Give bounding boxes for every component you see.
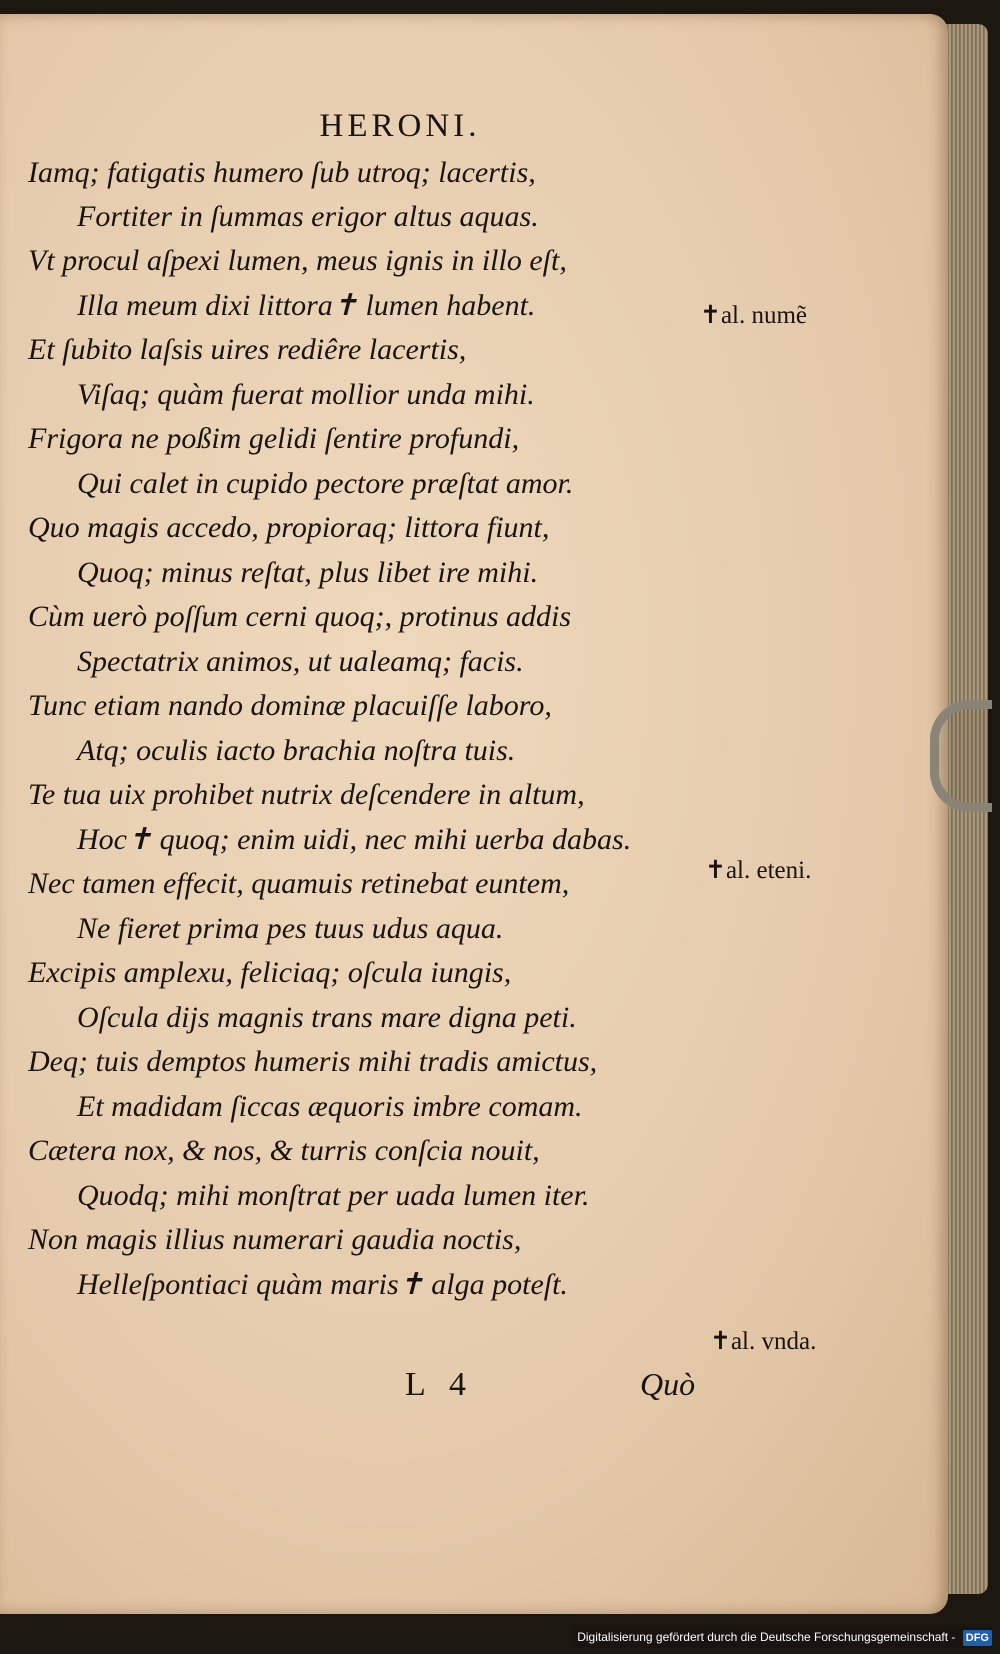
- margin-note-2: ✝al. eteni.: [705, 857, 812, 884]
- verse-line-21: Deq; tuis demptos humeris mihi tradis amictus,: [28, 1045, 598, 1078]
- verse-line-2: Fortiter in ſummas erigor altus aquas.: [77, 200, 539, 233]
- verse-line-18: Ne fieret prima pes tuus udus aqua.: [77, 912, 504, 945]
- credit-text: Digitalisierung gefördert durch die Deutsche Forschungsgemeinschaft -: [577, 1630, 956, 1644]
- dfg-logo: DFG: [963, 1630, 992, 1646]
- verse-line-17: Nec tamen effecit, quamuis retinebat euntem,: [28, 867, 570, 900]
- verse-line-24: Quodq; mihi monſtrat per uada lumen iter.: [77, 1179, 590, 1212]
- verse-line-5: Et ſubito laſsis uires rediêre lacertis,: [28, 333, 467, 366]
- book-clasp: [930, 700, 992, 812]
- verse-line-3: Vt procul aſpexi lumen, meus ignis in illo eſt,: [28, 244, 567, 277]
- verse-line-4: Illa meum dixi littora✝ lumen habent.: [77, 289, 536, 322]
- verse-line-8: Qui calet in cupido pectore præſtat amor.: [77, 467, 574, 500]
- signature-mark: L 4: [405, 1366, 475, 1403]
- verse-line-11: Cùm uerò poſſum cerni quoq;, protinus addis: [28, 600, 572, 633]
- verse-line-12: Spectatrix animos, ut ualeamq; facis.: [77, 645, 524, 678]
- verse-line-6: Viſaq; quàm fuerat mollior unda mihi.: [77, 378, 535, 411]
- verse-line-13: Tunc etiam nando dominæ placuiſſe laboro,: [28, 689, 552, 722]
- verse-line-10: Quoq; minus reſtat, plus libet ire mihi.: [77, 556, 539, 589]
- verse-line-26: Helleſpontiaci quàm maris✝ alga poteſt.: [77, 1268, 568, 1301]
- verse-line-16: Hoc✝ quoq; enim uidi, nec mihi uerba dabas.: [77, 823, 632, 856]
- verse-line-9: Quo magis accedo, propioraq; littora fiunt,: [28, 511, 550, 544]
- digitization-credit: [571, 1626, 992, 1648]
- running-title: HERONI.: [319, 108, 481, 144]
- verse-line-7: Frigora ne poßim gelidi ſentire profundi,: [28, 422, 520, 455]
- verse-line-23: Cætera nox, & nos, & turris conſcia nouit,: [28, 1134, 540, 1167]
- verse-line-20: Oſcula dijs magnis trans mare digna peti.: [77, 1001, 577, 1034]
- verse-line-22: Et madidam ſiccas æquoris imbre comam.: [77, 1090, 583, 1123]
- catchword: Quò: [640, 1366, 696, 1402]
- margin-note-3: ✝al. vnda.: [710, 1328, 817, 1355]
- verse-line-25: Non magis illius numerari gaudia noctis,: [28, 1223, 522, 1256]
- verse-line-15: Te tua uix prohibet nutrix deſcendere in altum,: [28, 778, 585, 811]
- verse-line-1: Iamq; fatigatis humero ſub utroq; lacertis,: [28, 156, 536, 189]
- verse-line-14: Atq; oculis iacto brachia noſtra tuis.: [77, 734, 516, 767]
- verse-line-19: Excipis amplexu, feliciaq; oſcula iungis,: [28, 956, 512, 989]
- margin-note-1: ✝al. numẽ: [700, 302, 808, 329]
